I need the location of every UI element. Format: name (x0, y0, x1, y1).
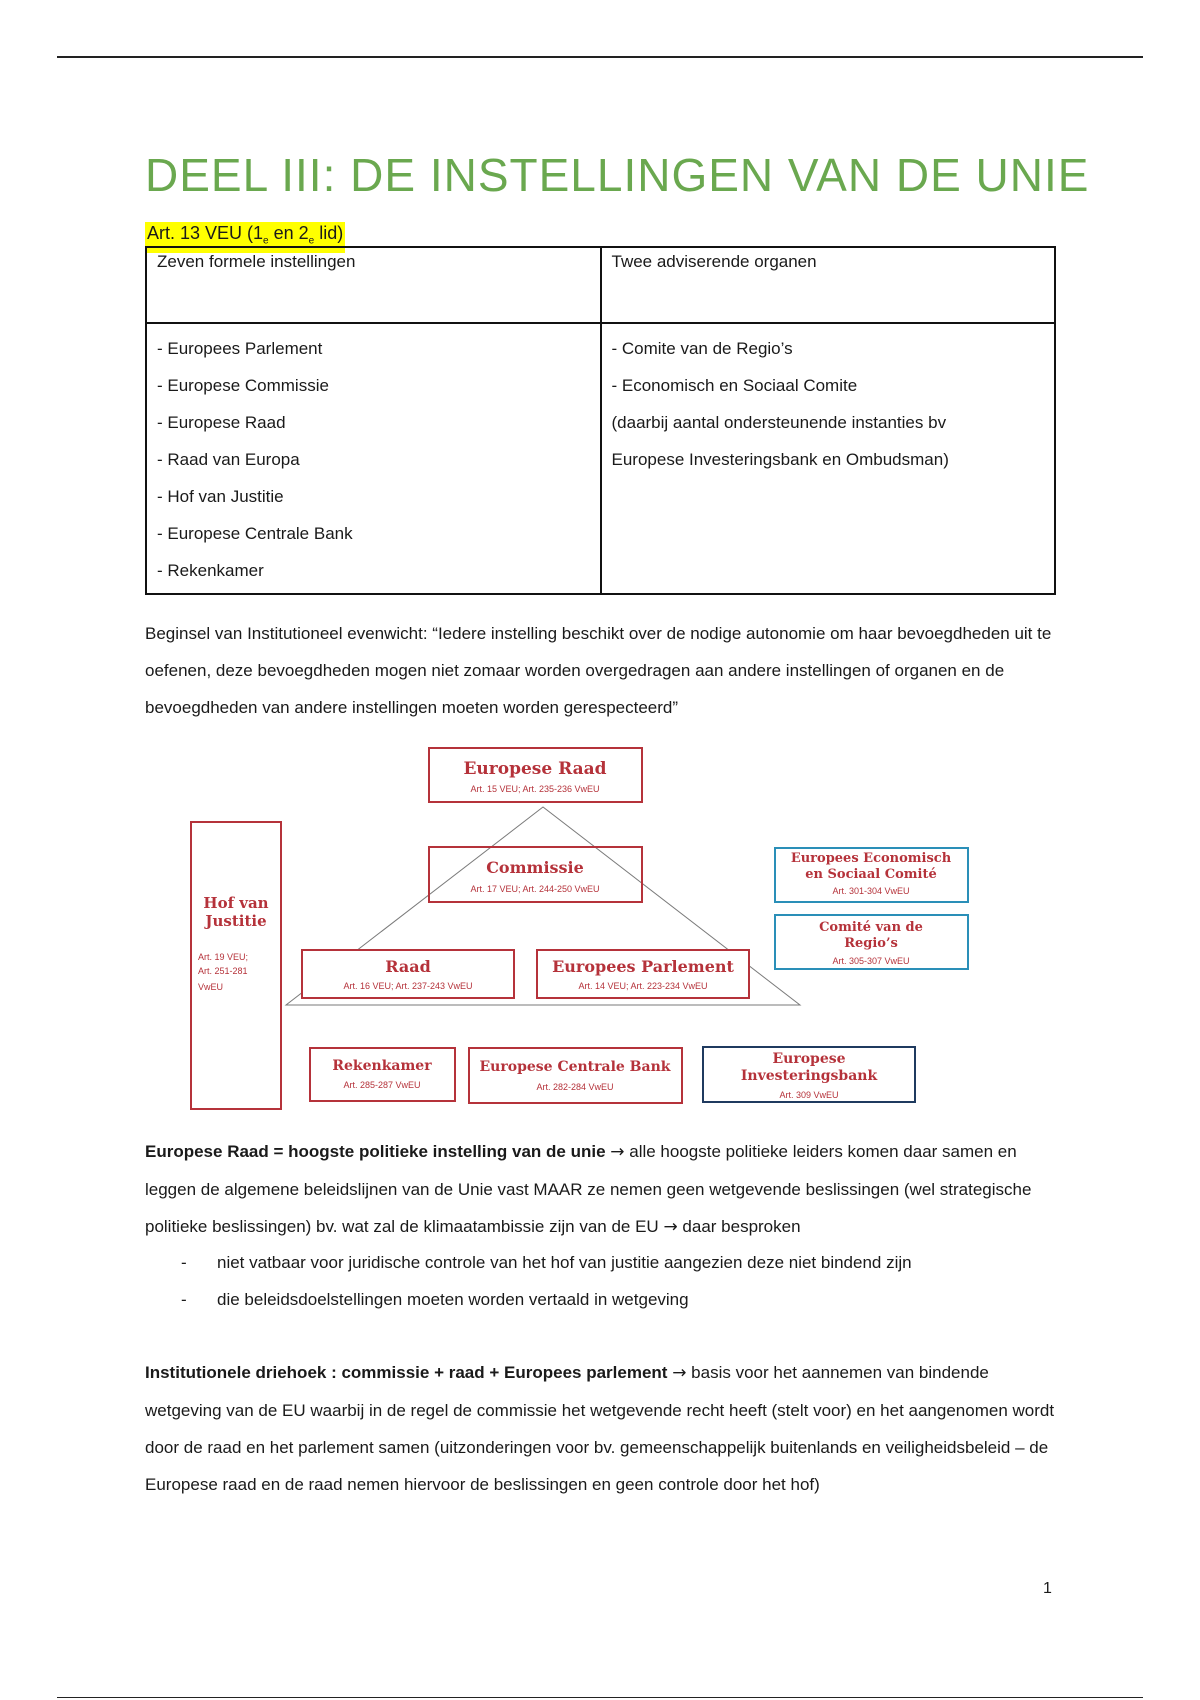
bottom-rule (57, 1697, 1143, 1698)
page-title: DEEL III: DE INSTELLINGEN VAN DE UNIE (145, 149, 1090, 201)
box-sub: Art. 309 VwEU (779, 1090, 839, 1100)
principle-paragraph: Beginsel van Institutioneel evenwicht: “Iedere instelling beschikt over de nodige autonomie om haar bevoegdheden uit te oefenen, deze bevoegdheden mogen niet zomaar worden overgedragen aan andere instellingen of organen en de bevoegdheden van andere instellingen moeten worden gerespecteerd” (145, 624, 1052, 717)
box-ecb (469, 1048, 682, 1103)
col1-header: Zeven formele instellingen (146, 247, 601, 323)
box-sub: Art. 282-284 VwEU (536, 1082, 614, 1092)
box-title: Investeringsbank (740, 1068, 878, 1084)
box-sub: Art. 15 VEU; Art. 235-236 VwEU (470, 784, 600, 794)
box-sub: Art. 285-287 VwEU (343, 1080, 421, 1090)
box-sub: Art. 305-307 VwEU (832, 956, 910, 966)
list-item: - niet vatbaar voor juridische controle van het hof van justitie aangezien deze niet bindend zijn (181, 1253, 912, 1272)
box-rekenkamer (310, 1048, 455, 1101)
list-item: - Comite van de Regio’s (611, 339, 793, 358)
box-title: Europese Raad (463, 759, 607, 779)
box-title: Regio’s (844, 936, 898, 951)
box-title: Europees Parlement (552, 957, 734, 976)
box-title: Hof van (203, 894, 269, 912)
page-number: 1 (1043, 1580, 1052, 1597)
europese-raad-bullets (145, 1244, 1055, 1318)
list-item: - Rekenkamer (157, 561, 264, 580)
list-item: - Hof van Justitie (157, 487, 284, 506)
box-sub: Art. 16 VEU; Art. 237-243 VwEU (343, 981, 473, 991)
list-item: - Europese Raad (157, 413, 286, 432)
list-item: - die beleidsdoelstellingen moeten worden vertaald in wetgeving (181, 1290, 689, 1309)
col2-header: Twee adviserende organen (601, 247, 1056, 323)
box-title: Europese (772, 1051, 846, 1067)
box-title: Comité van de (819, 920, 923, 935)
europese-raad-paragraph: Europese Raad = hoogste politieke instelling van de unie → alle hoogste politieke leiders komen daar samen en leggen de algemene beleidslijnen van de Unie vast MAAR ze nemen geen wetgevende beslissingen (wel strategische politieke beslissingen) bv. wat zal de klimaatambissie zijn van de EU → daar besproken (145, 1142, 1032, 1237)
box-sub: Art. 17 VEU; Art. 244-250 VwEU (470, 884, 600, 894)
box-sub: Art. 19 VEU; (198, 952, 249, 962)
box-title: Justitie (205, 912, 267, 930)
box-title: Commissie (486, 858, 584, 877)
box-title: Europees Economisch (790, 851, 952, 866)
box-title: Europese Centrale Bank (479, 1059, 671, 1075)
box-title: Rekenkamer (332, 1058, 432, 1074)
box-sub: Art. 251-281 (198, 966, 248, 976)
list-item: - Europese Centrale Bank (157, 524, 353, 543)
list-item: - Raad van Europa (157, 450, 300, 469)
list-item: - Europese Commissie (157, 376, 329, 395)
box-title: en Sociaal Comité (805, 867, 937, 882)
article-reference: Art. 13 VEU ($1_e$ en $2_e$ lid) (145, 222, 345, 253)
list-item: - Europees Parlement (157, 339, 323, 358)
box-sub: VwEU (198, 982, 224, 992)
box-title: Raad (385, 957, 431, 976)
box-sub: Art. 301-304 VwEU (832, 886, 910, 896)
list-item: (daarbij aantal ondersteunende instanties bv (611, 413, 947, 432)
box-sub: Art. 14 VEU; Art. 223-234 VwEU (578, 981, 708, 991)
driehoek-paragraph: Institutionele driehoek : commissie + raad + Europees parlement → basis voor het aannemen van bindende wetgeving van de EU waarbij in de regel de commissie het wetgevende recht heeft (stelt voor) en het aangenomen wordt door de raad en het parlement samen (uitzonderingen voor bv. gemeenschappelijk buitenlands en veiligheidsbeleid – de Europese raad en de raad nemen hiervoor de beslissingen en geen controle door het hof) (145, 1363, 1055, 1494)
list-item: - Economisch en Sociaal Comite (611, 376, 858, 395)
list-item: Europese Investeringsbank en Ombudsman) (611, 450, 949, 469)
